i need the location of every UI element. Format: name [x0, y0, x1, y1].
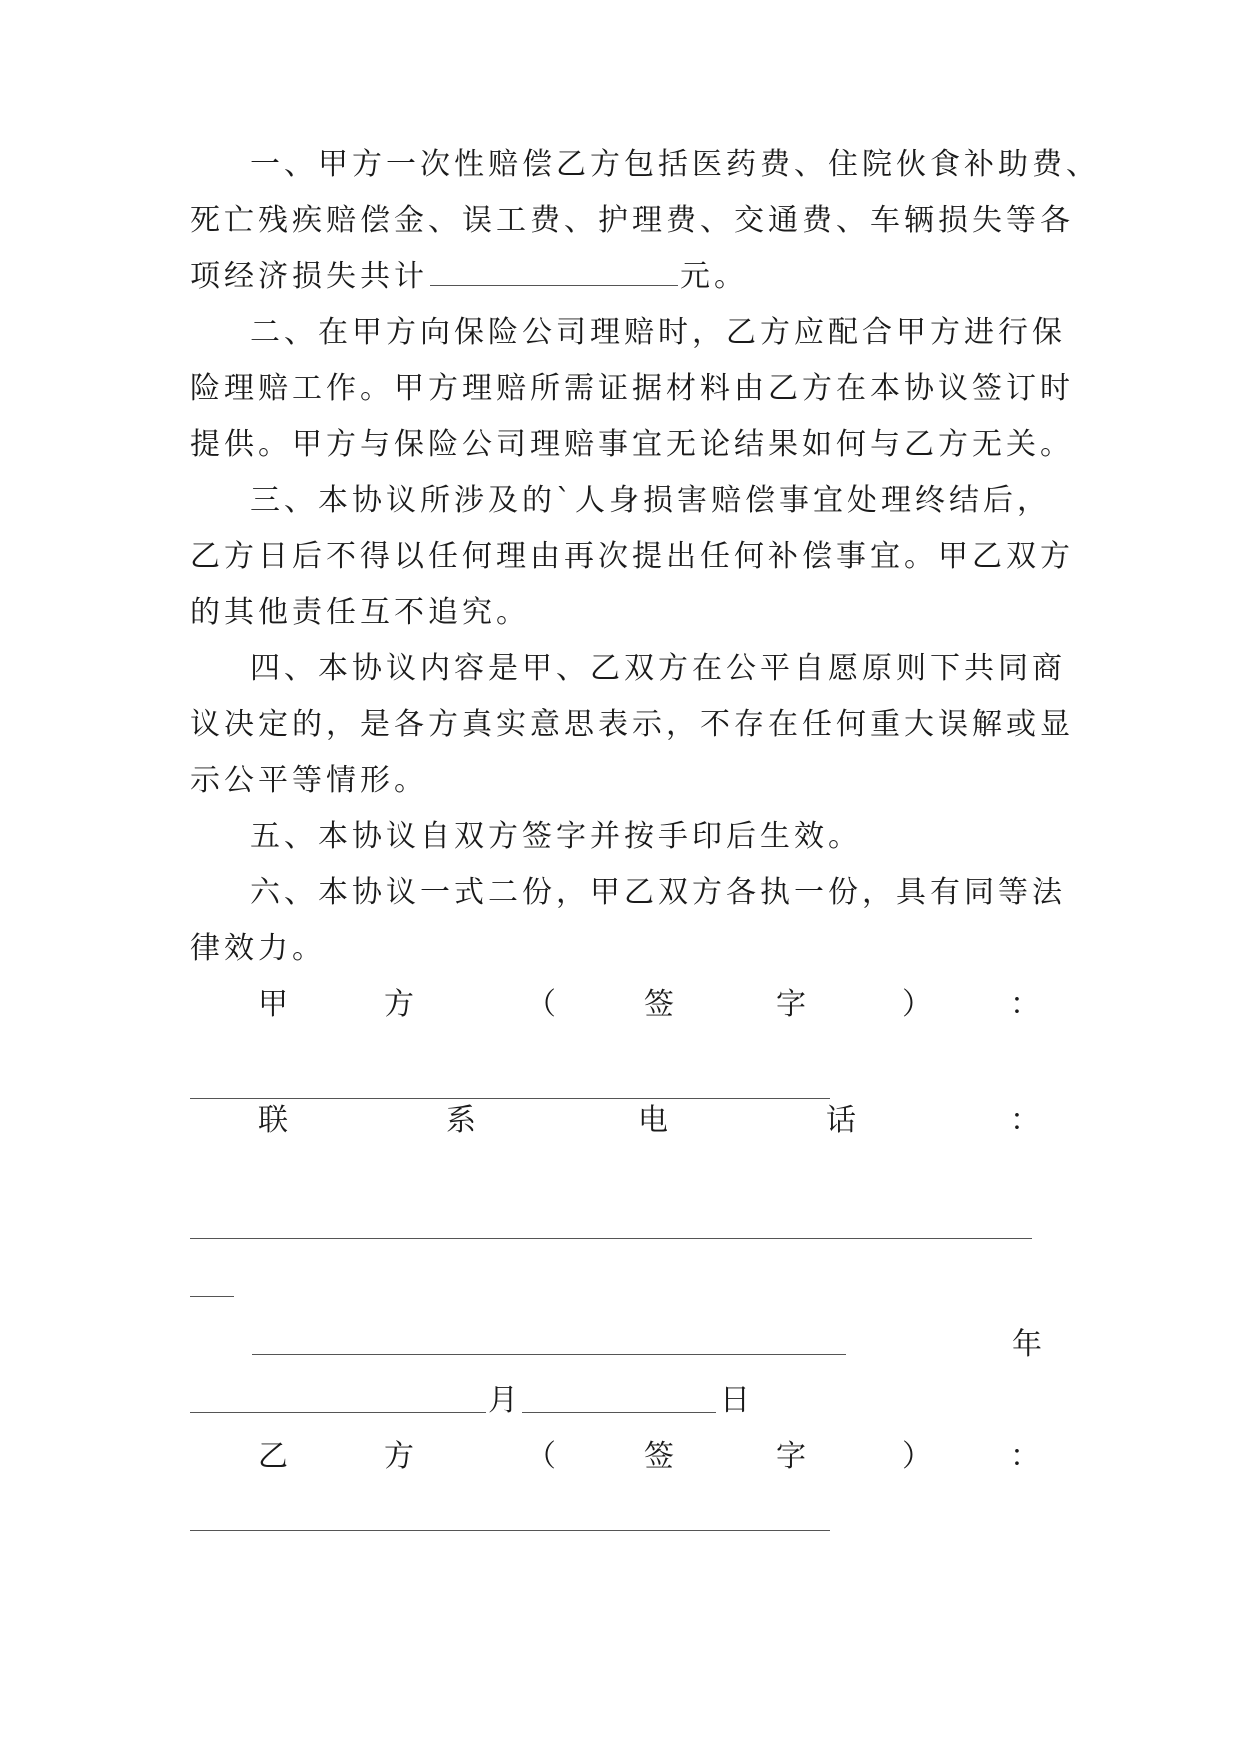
phone-char: 话 — [826, 1103, 856, 1138]
date-month-blank — [190, 1412, 486, 1413]
clause-4-line-1: 四、本协议内容是甲、乙双方在公平自愿原则下共同商 — [250, 651, 1066, 686]
party-a-char: ） — [902, 987, 932, 1022]
compensation-amount-blank — [430, 259, 678, 286]
date-year-blank — [252, 1354, 846, 1355]
day-char: 日 — [720, 1383, 750, 1418]
party-b-signature-blank — [190, 1530, 830, 1531]
party-a-char: 甲 — [258, 987, 288, 1022]
clause-4-line-3: 示公平等情形。 — [190, 763, 428, 798]
clause-6-line-1: 六、本协议一式二份，甲乙双方各执一份，具有同等法 — [250, 875, 1066, 910]
clause-4-line-2: 议决定的，是各方真实意思表示，不存在任何重大误解或显 — [190, 707, 1074, 742]
date-day-blank — [522, 1412, 716, 1413]
party-a-char: 字 — [776, 987, 806, 1022]
party-b-char: 乙 — [258, 1439, 288, 1474]
party-a-char: （ — [526, 987, 556, 1022]
party-a-char: 签 — [644, 987, 674, 1022]
party-b-char: ： — [1010, 1439, 1040, 1474]
clause-3-line-1: 三、本协议所涉及的`人身损害赔偿事宜处理终结后， — [250, 483, 1051, 518]
clause-2-line-3: 提供。甲方与保险公司理赔事宜无论结果如何与乙方无关。 — [190, 427, 1074, 462]
phone-char: 联 — [258, 1103, 288, 1138]
party-a-signature-label — [0, 976, 1241, 1034]
party-b-char: 签 — [644, 1439, 674, 1474]
year-char: 年 — [1012, 1327, 1042, 1362]
date-year-label — [1012, 1316, 1072, 1374]
clause-1-line-1: 一、甲方一次性赔偿乙方包括医药费、住院伙食补助费、 — [250, 147, 1100, 182]
month-char: 月 — [488, 1383, 518, 1418]
party-b-char: （ — [526, 1439, 556, 1474]
party-a-char: 方 — [384, 987, 414, 1022]
clause-6-line-2: 律效力。 — [190, 931, 326, 966]
phone-blank-line-2 — [190, 1296, 234, 1297]
party-a-char: ： — [1010, 987, 1040, 1022]
party-b-signature-label — [0, 1428, 1241, 1486]
clause-1-line-3 — [190, 248, 748, 306]
clause-2-line-2: 险理赔工作。甲方理赔所需证据材料由乙方在本协议签订时 — [190, 371, 1074, 406]
phone-char: 电 — [638, 1103, 668, 1138]
clause-3-line-2: 乙方日后不得以任何理由再次提出任何补偿事宜。甲乙双方 — [190, 539, 1074, 574]
clause-2-line-1: 二、在甲方向保险公司理赔时，乙方应配合甲方进行保 — [250, 315, 1066, 350]
phone-char: 系 — [446, 1103, 476, 1138]
date-day-label — [720, 1372, 756, 1430]
clause-1-line-2: 死亡残疾赔偿金、误工费、护理费、交通费、车辆损失等各 — [190, 203, 1074, 238]
clause-3-line-3: 的其他责任互不追究。 — [190, 595, 530, 630]
party-b-char: 字 — [776, 1439, 806, 1474]
phone-blank-line-1 — [190, 1238, 1032, 1239]
phone-label — [0, 1092, 1241, 1150]
clause-5-line-1: 五、本协议自双方签字并按手印后生效。 — [250, 819, 862, 854]
phone-char: ： — [1010, 1103, 1040, 1138]
compensation-label: 项经济损失共计 — [190, 259, 428, 294]
date-month-label — [488, 1372, 524, 1430]
party-b-char: ） — [902, 1439, 932, 1474]
currency-unit: 元。 — [680, 259, 748, 294]
party-b-char: 方 — [384, 1439, 414, 1474]
